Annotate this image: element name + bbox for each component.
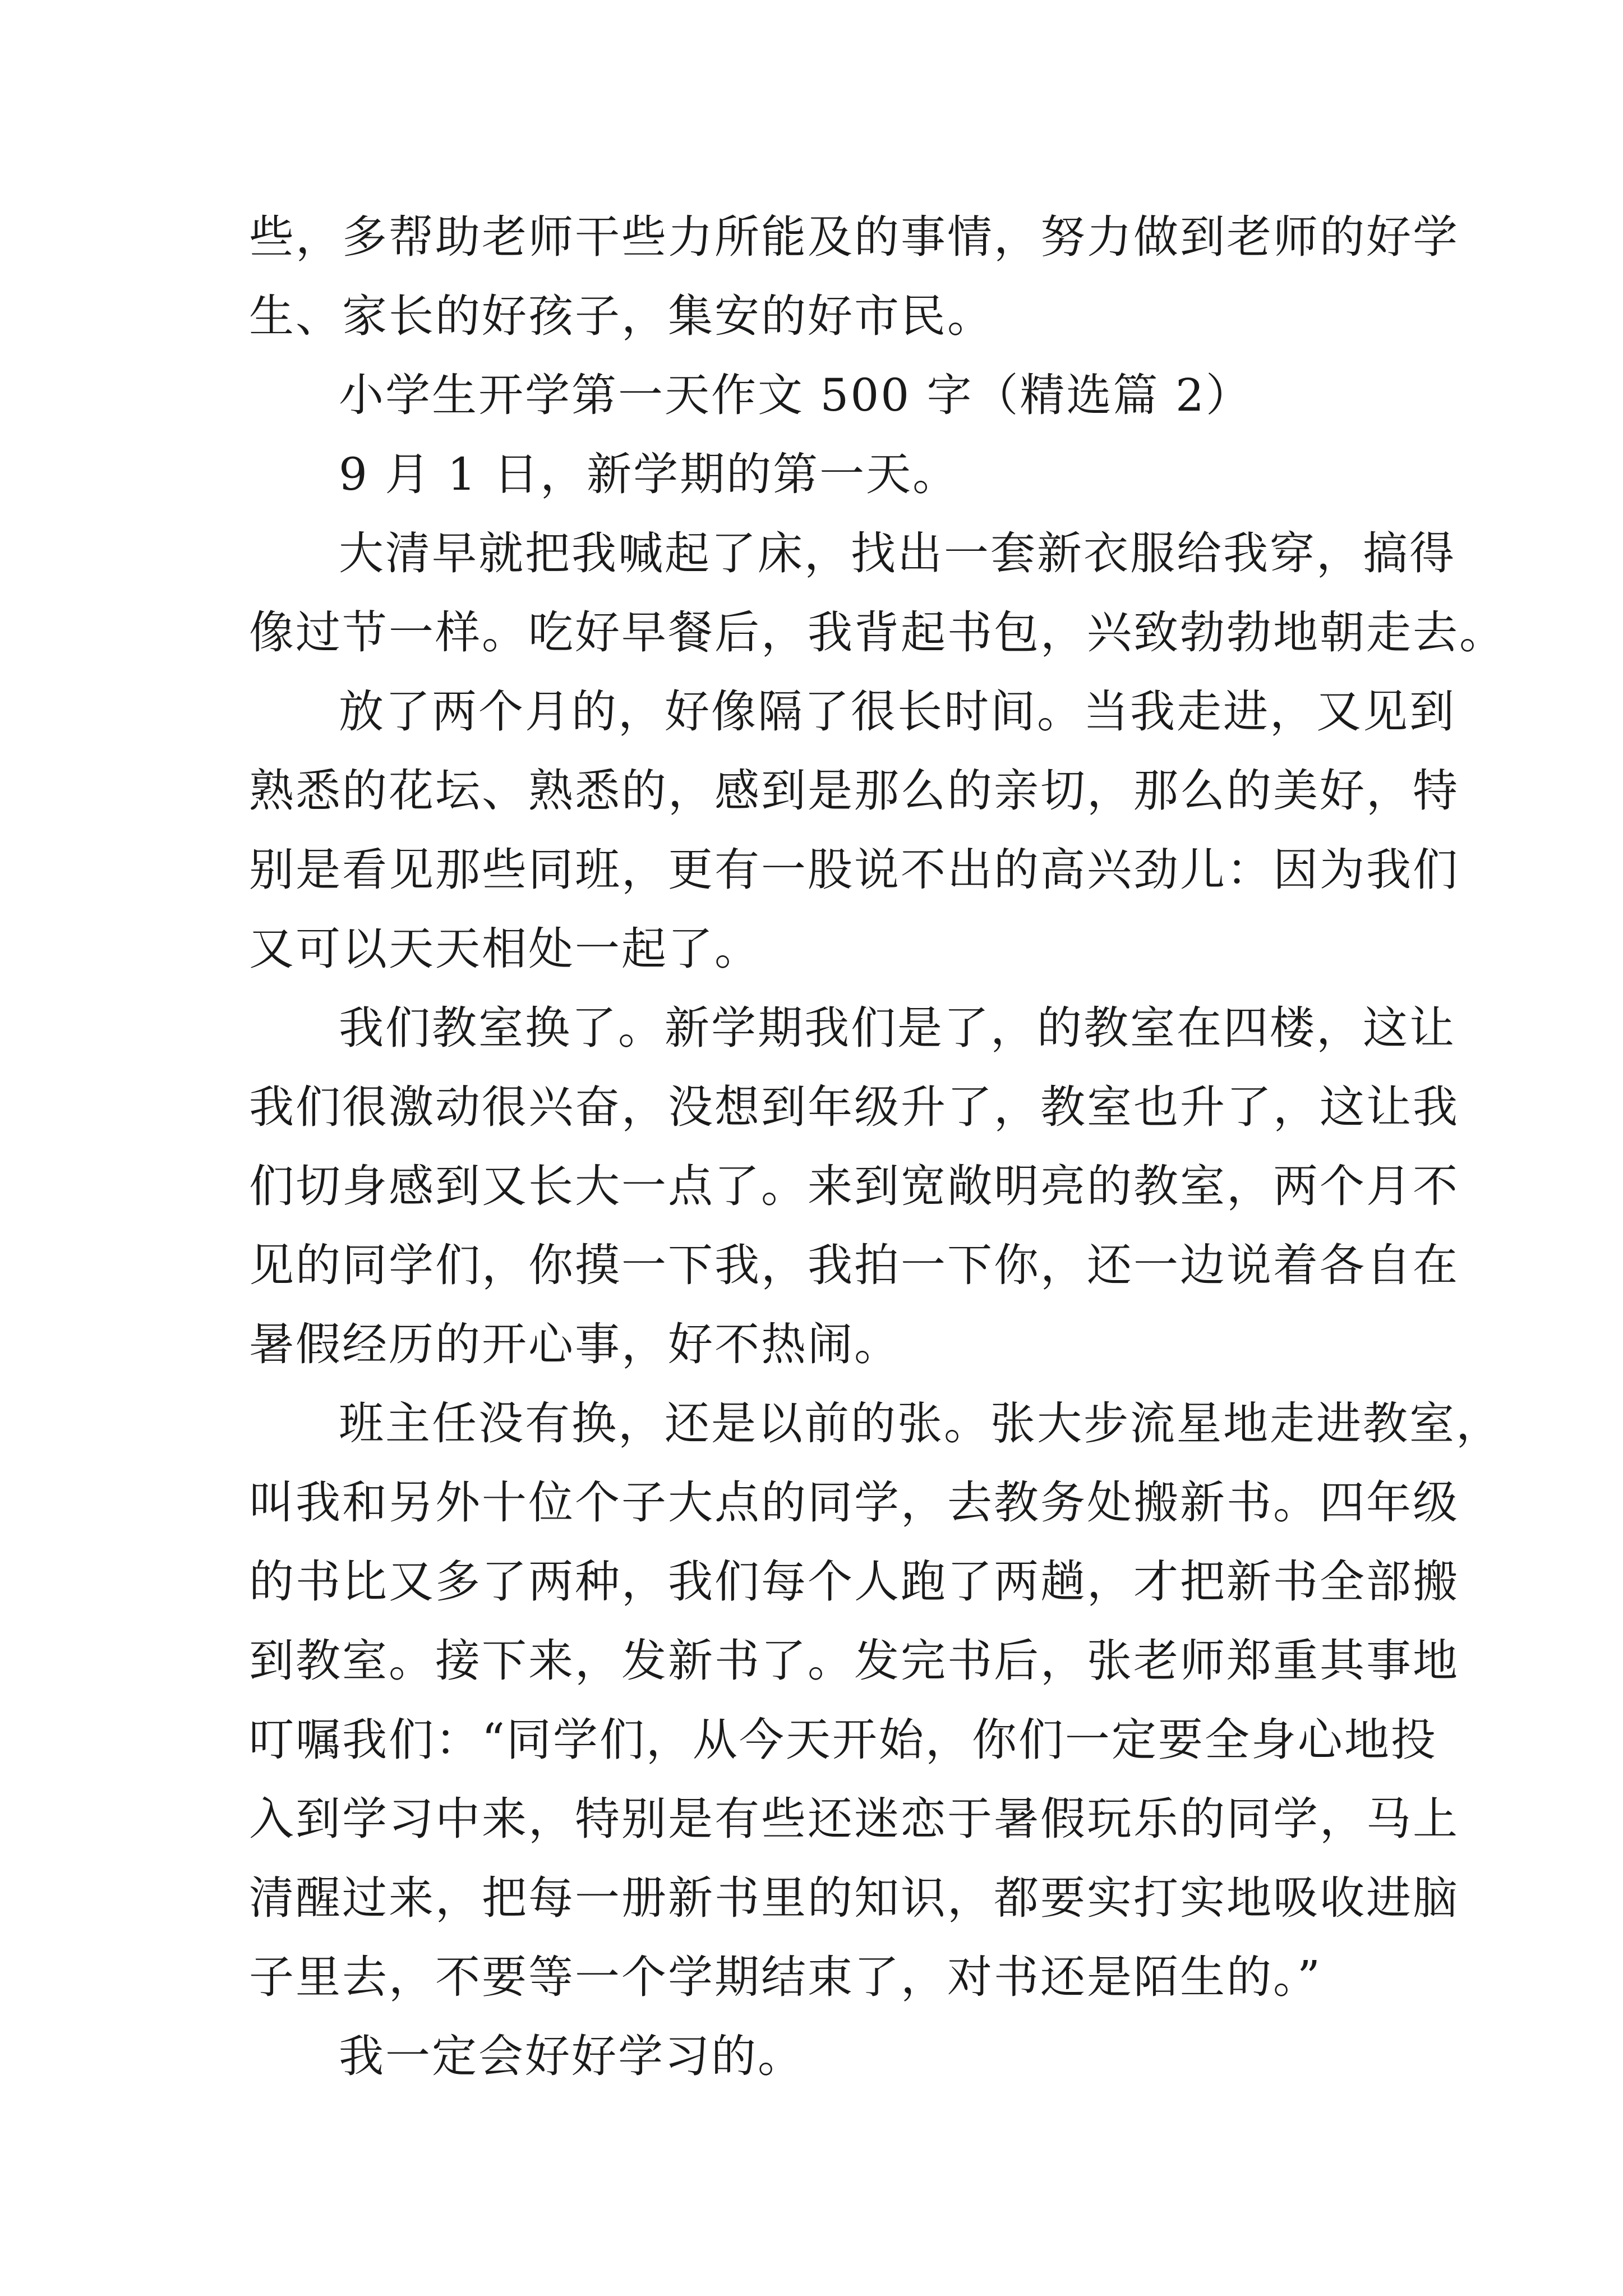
text-line: 清醒过来，把每一册新书里的知识，都要实打实地吸收进脑 (249, 1872, 1459, 1924)
text-line: 我们教室换了。新学期我们是了，的教室在四楼，这让 (339, 1002, 1456, 1054)
text-line: 见的同学们，你摸一下我，我拍一下你，还一边说着各自在 (249, 1239, 1459, 1291)
text-line: 叫我和另外十位个子大点的同学，去教务处搬新书。四年级 (249, 1476, 1459, 1529)
text-line: 熟悉的花坛、熟悉的，感到是那么的亲切，那么的美好，特 (249, 765, 1459, 817)
text-line: 别是看见那些同班，更有一股说不出的高兴劲儿：因为我们 (249, 844, 1459, 896)
text-line: 暑假经历的开心事，好不热闹。 (249, 1318, 901, 1370)
text-line: 我一定会好好学习的。 (339, 2030, 804, 2082)
text-line: 像过节一样。吃好早餐后，我背起书包，兴致勃勃地朝走去。 (249, 606, 1506, 659)
text-line: 又可以天天相处一起了。 (249, 923, 761, 975)
text-line: 班主任没有换，还是以前的张。张大步流星地走进教室， (339, 1397, 1502, 1450)
text-line: 到教室。接下来，发新书了。发完书后，张老师郑重其事地 (249, 1635, 1459, 1687)
text-line: 们切身感到又长大一点了。来到宽敞明亮的教室，两个月不 (249, 1160, 1459, 1212)
text-line: 我们很激动很兴奋，没想到年级升了，教室也升了，这让我 (249, 1081, 1459, 1133)
document-body (249, 197, 1506, 2096)
text-line: 放了两个月的，好像隔了很长时间。当我走进，又见到 (339, 685, 1456, 738)
text-line: 小学生开学第一天作文 500 字（精选篇 2） (339, 369, 1252, 421)
text-line: 大清早就把我喊起了床，找出一套新衣服给我穿，搞得 (339, 527, 1456, 579)
text-line: 9 月 1 日，新学期的第一天。 (339, 448, 960, 500)
text-line: 些，多帮助老师干些力所能及的事情，努力做到老师的好学 (249, 211, 1459, 263)
text-line: 入到学习中来，特别是有些还迷恋于暑假玩乐的同学，马上 (249, 1793, 1459, 1845)
text-line: 生、家长的好孩子，集安的好市民。 (249, 290, 994, 342)
text-line: 叮嘱我们：“同学们，从今天开始，你们一定要全身心地投 (249, 1714, 1437, 1766)
text-line: 子里去，不要等一个学期结束了，对书还是陌生的。” (249, 1951, 1322, 2003)
text-line: 的书比又多了两种，我们每个人跑了两趟，才把新书全部搬 (249, 1556, 1459, 1608)
